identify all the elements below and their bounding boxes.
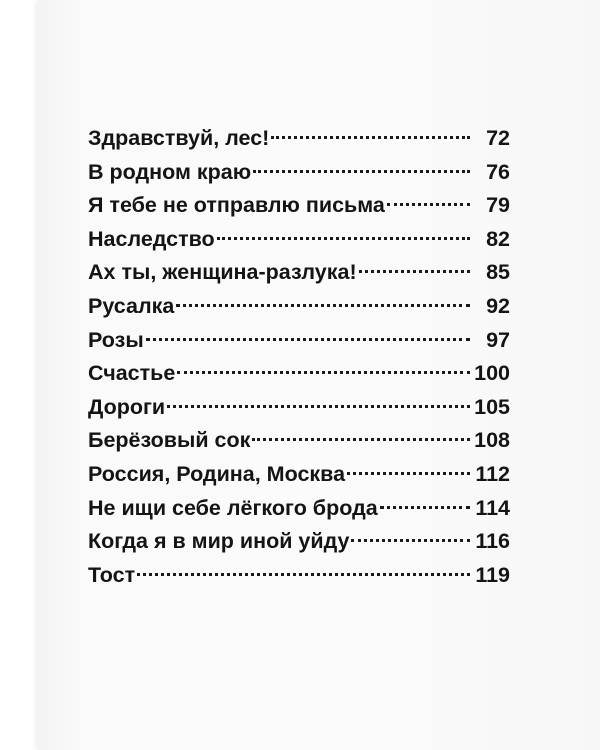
toc-entry-title: Счастье: [88, 361, 176, 386]
dot-leader: [146, 338, 470, 341]
dot-leader: [253, 170, 470, 173]
toc-entry-title: Ах ты, женщина-разлука!: [88, 260, 357, 285]
toc-entry-page-number: 82: [486, 226, 510, 251]
dot-leader: [167, 405, 470, 408]
toc-entry: [88, 525, 510, 559]
toc-entry-page-number: 92: [486, 293, 510, 318]
toc-entry-page-number: 72: [486, 126, 510, 150]
toc-entry-title: Россия, Родина, Москва: [88, 461, 346, 486]
dot-leader: [351, 539, 470, 542]
dot-leader: [387, 203, 470, 206]
toc-entry-title: Тост: [88, 562, 136, 587]
dot-leader: [359, 270, 470, 273]
toc-entry: [88, 324, 510, 358]
toc-entry-title: Розы: [88, 327, 144, 352]
toc-entry-page-number: 116: [475, 529, 510, 554]
dot-leader: [176, 304, 470, 307]
toc-entry: [88, 357, 510, 391]
toc-entry-page-number: 79: [486, 193, 510, 218]
table-of-contents: [88, 122, 510, 592]
toc-entry-title: Я тебе не отправлю письма: [88, 193, 385, 218]
toc-entry-title: Берёзовый сок: [88, 428, 251, 453]
toc-entry: [88, 290, 510, 324]
toc-entry-title: Не ищи себе лёгкого брода: [88, 495, 378, 520]
toc-entry-page-number: 97: [486, 327, 510, 352]
toc-entry: [88, 458, 510, 492]
dot-leader: [252, 438, 470, 441]
toc-entry: [88, 424, 510, 458]
toc-entry-title: Здравствуй, лес!: [88, 126, 270, 150]
toc-entry-page-number: 76: [486, 159, 510, 184]
toc-entry-page-number: 105: [474, 394, 510, 419]
dot-leader: [177, 371, 470, 374]
toc-entry-page-number: 119: [475, 562, 510, 587]
toc-entry: [88, 559, 510, 593]
dot-leader: [137, 573, 470, 576]
toc-entry: [88, 156, 510, 190]
toc-entry-page-number: 108: [474, 428, 510, 453]
toc-entry-title: Наследство: [88, 226, 215, 251]
toc-entry-page-number: 114: [475, 495, 510, 520]
toc-entry-title: Когда я в мир иной уйду: [88, 529, 350, 554]
dot-leader: [271, 136, 470, 139]
toc-entry-page-number: 85: [486, 260, 510, 285]
toc-entry: [88, 223, 510, 257]
toc-entry-page-number: 112: [475, 461, 510, 486]
dot-leader: [217, 237, 470, 240]
toc-entry-title: Русалка: [88, 293, 175, 318]
dot-leader: [347, 472, 470, 475]
toc-entry-title: Дороги: [88, 394, 166, 419]
toc-entry: [88, 189, 510, 223]
toc-entry: [88, 122, 510, 156]
toc-entry: [88, 256, 510, 290]
toc-entry: [88, 492, 510, 526]
toc-entry-page-number: 100: [474, 361, 510, 386]
dot-leader: [380, 506, 470, 509]
toc-entry: [88, 391, 510, 425]
toc-entry-title: В родном краю: [88, 159, 252, 184]
